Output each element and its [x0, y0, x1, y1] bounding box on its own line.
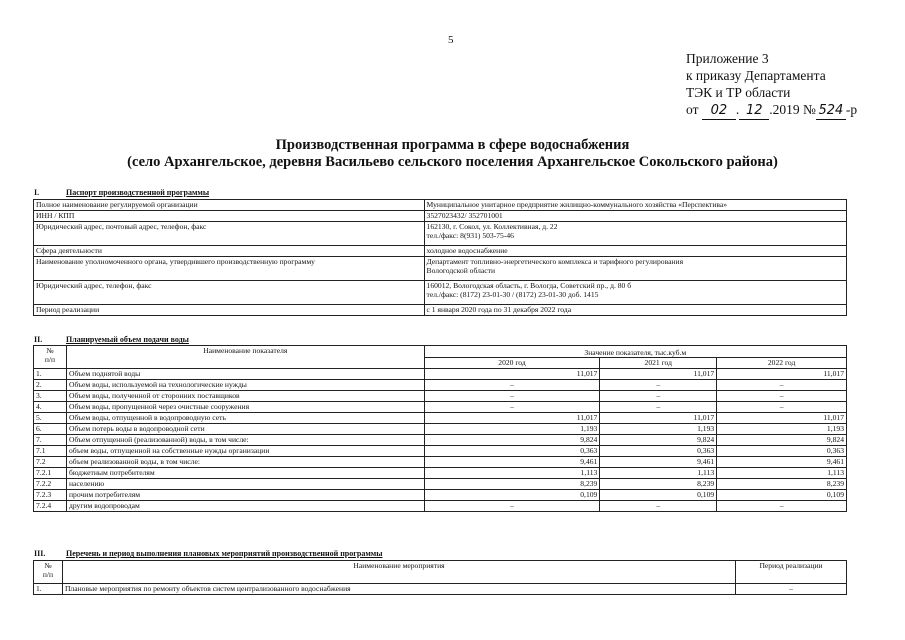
table-row — [34, 380, 847, 391]
passport-label: Сфера деятельности — [34, 246, 425, 257]
row-value-2021: 9,824 — [600, 435, 717, 446]
appendix-block — [686, 50, 857, 120]
passport-row — [34, 305, 847, 316]
row-value-2020: 1,113 — [424, 468, 600, 479]
table-row — [34, 413, 847, 424]
row-num: 7. — [34, 435, 67, 446]
row-value-2020: 8,239 — [424, 479, 600, 490]
appendix-line2: к приказу Департамента — [686, 68, 826, 83]
measures-header-name: Наименование мероприятия — [62, 561, 735, 584]
table-header-row — [34, 561, 847, 584]
section2-num: II. — [34, 335, 43, 344]
page-number: 5 — [448, 34, 454, 46]
row-value-2022: – — [717, 391, 847, 402]
row-value-2022: – — [717, 501, 847, 512]
passport-value — [424, 281, 846, 305]
table-row — [34, 468, 847, 479]
passport-value — [424, 257, 846, 281]
row-value-2020: 0,363 — [424, 446, 600, 457]
measures-name: Плановые мероприятия по ремонту объектов систем централизованного водоснабжения — [62, 584, 735, 595]
row-value-2022: 1,113 — [717, 468, 847, 479]
measures-header-num — [34, 561, 63, 584]
row-value-2021: 9,461 — [600, 457, 717, 468]
row-name: Объем потерь воды в водопроводной сети — [66, 424, 424, 435]
passport-row — [34, 281, 847, 305]
water-volume-body — [34, 369, 847, 512]
row-num: 7.2.3 — [34, 490, 67, 501]
passport-row — [34, 222, 847, 246]
row-num: 3. — [34, 391, 67, 402]
table-row — [34, 490, 847, 501]
row-name: Объем воды, отпущенной в водопроводную сеть — [66, 413, 424, 424]
row-value-2021: – — [600, 380, 717, 391]
section3-heading — [34, 549, 382, 558]
row-value-2021: 0,109 — [600, 490, 717, 501]
row-value-2020: – — [424, 380, 600, 391]
row-name: Объем воды, используемой на технологические нужды — [66, 380, 424, 391]
row-name: Объем воды, пропущенной через очистные сооружения — [66, 402, 424, 413]
appendix-year: .2019 № — [769, 102, 816, 117]
row-value-2021: 8,239 — [600, 479, 717, 490]
row-value-2021: 11,017 — [600, 413, 717, 424]
table-row — [34, 391, 847, 402]
passport-row — [34, 211, 847, 222]
row-name: бюджетным потребителям — [66, 468, 424, 479]
section1-num: I. — [34, 188, 40, 197]
row-value-2021: 1,113 — [600, 468, 717, 479]
section3-title: Перечень и период выполнения плановых мероприятий производственной программы — [66, 549, 383, 558]
row-value-2020: – — [424, 501, 600, 512]
header-name: Наименование показателя — [66, 346, 424, 369]
passport-value-line1: 160012, Вологодская область, г. Вологда, Советский пр., д. 80 б — [426, 281, 632, 290]
passport-row — [34, 200, 847, 211]
table-row — [34, 457, 847, 468]
row-value-2020: – — [424, 402, 600, 413]
row-value-2020: 9,461 — [424, 457, 600, 468]
row-value-2021: 0,363 — [600, 446, 717, 457]
header-num — [34, 346, 67, 369]
passport-label: Период реализации — [34, 305, 425, 316]
table-row — [34, 501, 847, 512]
row-value-2021: – — [600, 402, 717, 413]
passport-table — [33, 199, 847, 316]
table-row — [34, 369, 847, 380]
passport-value-line2: Вологодской области — [426, 266, 496, 275]
passport-value: 3527023432/ 352701001 — [424, 211, 846, 222]
row-num: 7.2.1 — [34, 468, 67, 479]
water-volume-table — [33, 345, 847, 512]
header-year: 2021 год — [600, 358, 717, 369]
row-num: 7.2.4 — [34, 501, 67, 512]
measures-header-period: Период реализации — [736, 561, 847, 584]
passport-value-line2: тел./факс: (8172) 23-01-30 / (8172) 23-01-30 доб. 1415 — [426, 290, 599, 299]
row-value-2022: 0,363 — [717, 446, 847, 457]
appendix-from: от — [686, 102, 699, 117]
passport-value-line1: Департамент топливно-энергетического комплекса и тарифного регулирования — [426, 257, 684, 266]
row-value-2020: 9,824 — [424, 435, 600, 446]
row-value-2022: 9,461 — [717, 457, 847, 468]
table-row — [34, 402, 847, 413]
row-value-2021: 1,193 — [600, 424, 717, 435]
row-value-2022: 9,824 — [717, 435, 847, 446]
row-value-2020: 11,017 — [424, 413, 600, 424]
row-name: Объем поднятой воды — [66, 369, 424, 380]
section1-title: Паспорт производственной программы — [66, 188, 210, 197]
row-num: 1. — [34, 369, 67, 380]
table-row — [34, 424, 847, 435]
table-row — [34, 446, 847, 457]
row-value-2020: – — [424, 391, 600, 402]
row-name: населению — [66, 479, 424, 490]
row-value-2020: 1,193 — [424, 424, 600, 435]
appendix-line3: ТЭК и ТР области — [686, 85, 791, 100]
row-value-2022: – — [717, 380, 847, 391]
row-value-2022: 1,193 — [717, 424, 847, 435]
measures-num: 1. — [34, 584, 63, 595]
passport-value — [424, 222, 846, 246]
header-num-line2: п/п — [44, 355, 56, 364]
passport-row — [34, 257, 847, 281]
row-num: 6. — [34, 424, 67, 435]
header-value: Значение показателя, тыс.куб.м — [424, 346, 846, 358]
row-value-2021: 11,017 — [600, 369, 717, 380]
appendix-day: 02 — [702, 102, 736, 120]
passport-label: Юридический адрес, почтовый адрес, телефон, факс — [34, 222, 425, 246]
row-name: Объем воды, полученной от сторонних поставщиков — [66, 391, 424, 402]
row-num: 5. — [34, 413, 67, 424]
section2-title: Планируемый объем подачи воды — [66, 335, 189, 344]
row-name: Объем отпущенной (реализованной) воды, в том числе: — [66, 435, 424, 446]
passport-label: Юридический адрес, телефон, факс — [34, 281, 425, 305]
row-name: прочим потребителям — [66, 490, 424, 501]
row-value-2021: – — [600, 501, 717, 512]
row-num: 7.1 — [34, 446, 67, 457]
section2-heading — [34, 335, 189, 344]
row-name: другим водопроводам — [66, 501, 424, 512]
appendix-number: 524 — [816, 102, 846, 120]
passport-label: Наименование уполномоченного органа, утвердившего производственную программу — [34, 257, 425, 281]
document-title: Производственная программа в сфере водоснабжения — [275, 137, 630, 153]
passport-label: Полное наименование регулируемой организации — [34, 200, 425, 211]
table-header-row — [34, 346, 847, 358]
passport-value: с 1 января 2020 года по 31 декабря 2022 года — [424, 305, 846, 316]
row-num: 2. — [34, 380, 67, 391]
passport-label: ИНН / КПП — [34, 211, 425, 222]
row-value-2022: 11,017 — [717, 413, 847, 424]
row-value-2021: – — [600, 391, 717, 402]
section3-num: III. — [34, 549, 46, 558]
measures-period: – — [736, 584, 847, 595]
table-row — [34, 584, 847, 595]
row-value-2020: 0,109 — [424, 490, 600, 501]
row-num: 7.2 — [34, 457, 67, 468]
row-value-2022: 0,109 — [717, 490, 847, 501]
passport-value: Муниципальное унитарное предприятие жилищно-коммунального хозяйства «Перспектива» — [424, 200, 846, 211]
document-subtitle: (село Архангельское, деревня Васильево сельского поселения Архангельское Сокольского района) — [127, 154, 778, 170]
header-year: 2022 год — [717, 358, 847, 369]
row-name: объем реализованной воды, в том числе: — [66, 457, 424, 468]
passport-value-line2: тел./факс: 8(931) 503-75-46 — [426, 231, 514, 240]
passport-value: холодное водоснабжение — [424, 246, 846, 257]
header-num-line1: № — [46, 346, 54, 355]
passport-value-line1: 162130, г. Сокол, ул. Коллективная, д. 22 — [426, 222, 558, 231]
row-value-2022: – — [717, 402, 847, 413]
measures-header-num-line2: п/п — [42, 570, 54, 579]
row-name: объем воды, отпущенной на собственные нужды организации — [66, 446, 424, 457]
row-num: 4. — [34, 402, 67, 413]
passport-row — [34, 246, 847, 257]
appendix-month: 12 — [739, 102, 769, 120]
table-row — [34, 435, 847, 446]
section1-heading — [34, 188, 209, 197]
measures-table — [33, 560, 847, 595]
row-num: 7.2.2 — [34, 479, 67, 490]
appendix-date-line: от 02 . 12 .2019 № 524 -р — [686, 102, 858, 118]
row-value-2022: 11,017 — [717, 369, 847, 380]
header-year: 2020 год — [424, 358, 600, 369]
appendix-suffix: -р — [845, 102, 858, 117]
measures-header-num-line1: № — [44, 561, 52, 570]
row-value-2020: 11,017 — [424, 369, 600, 380]
table-row — [34, 479, 847, 490]
row-value-2022: 8,239 — [717, 479, 847, 490]
appendix-line1: Приложение 3 — [686, 51, 769, 66]
